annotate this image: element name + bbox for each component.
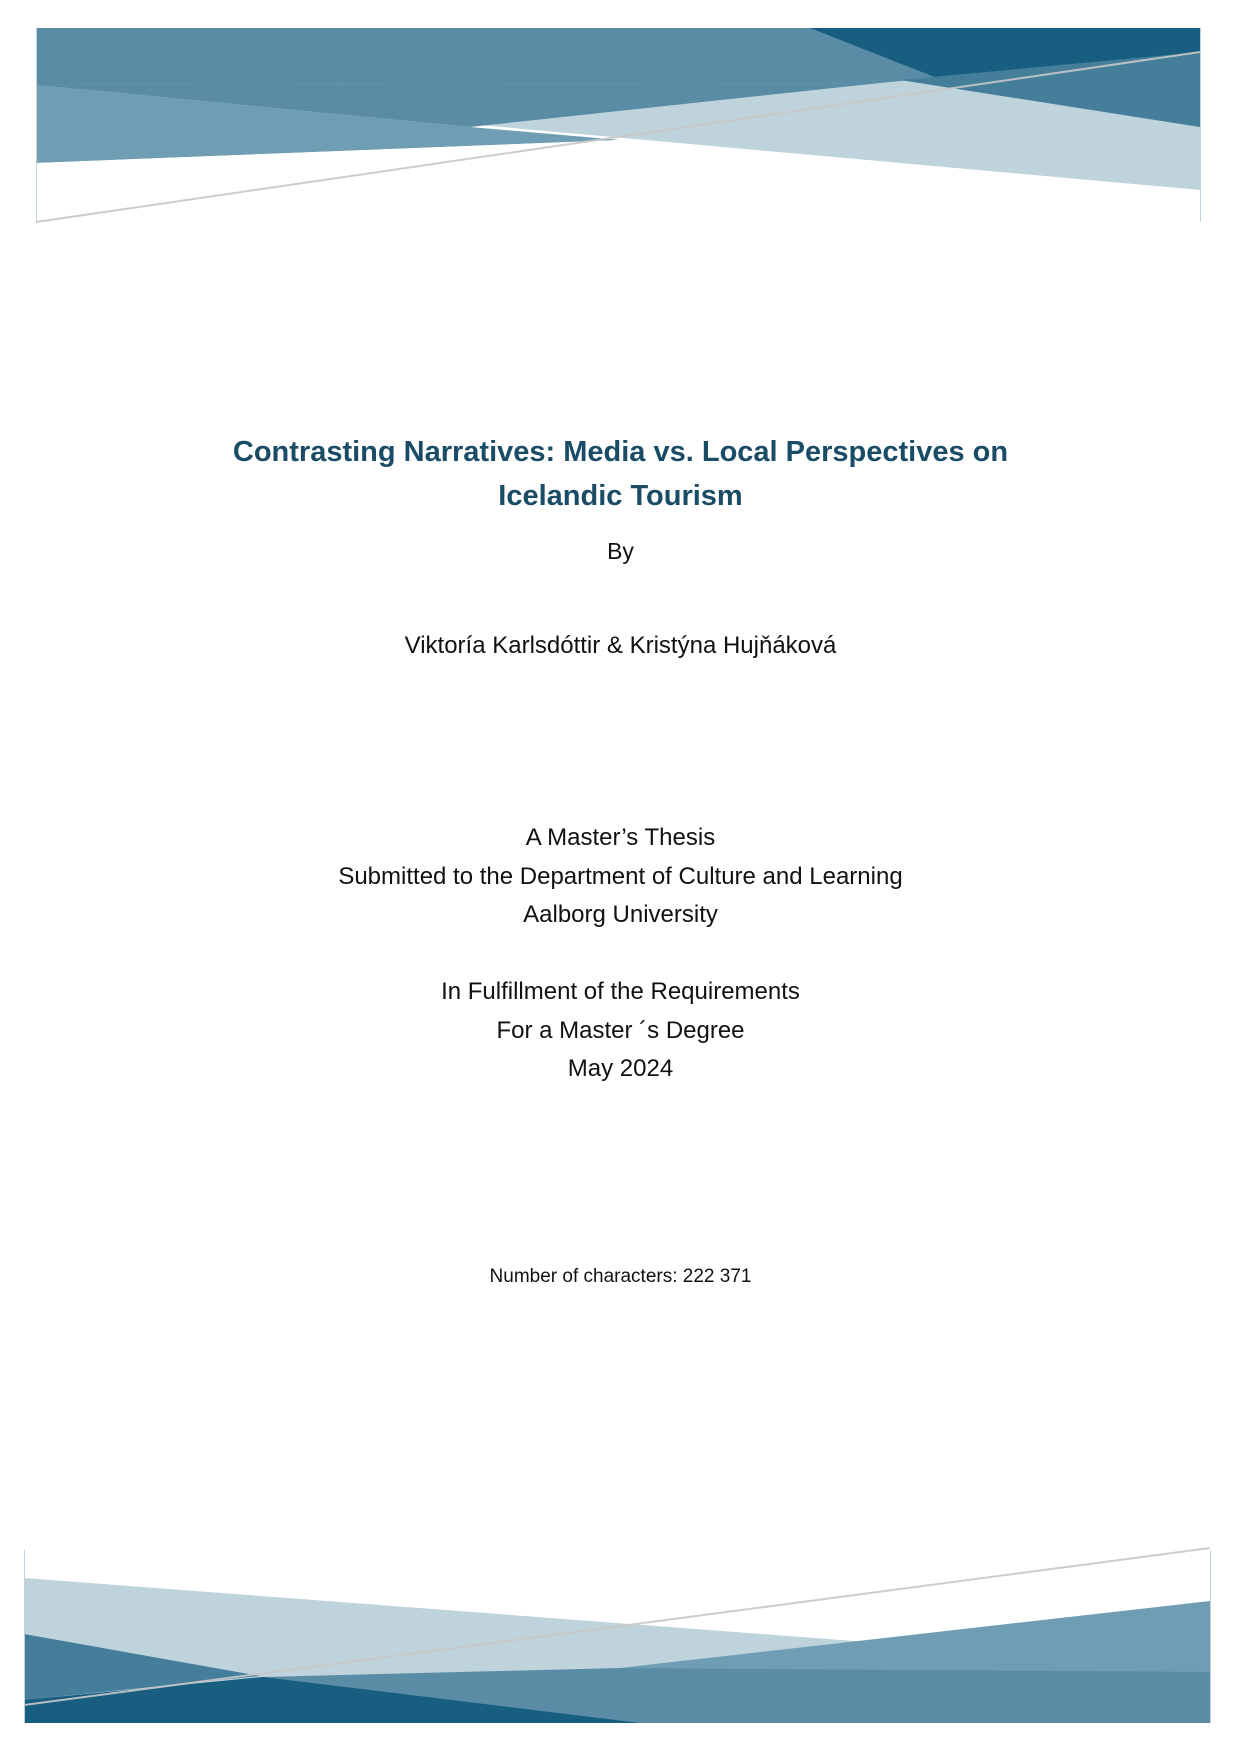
authors: Viktoría Karlsdóttir & Kristýna Hujňáková: [404, 632, 837, 659]
geometric-banner-graphic: [0, 0, 1241, 240]
thesis-title: [0, 430, 1241, 518]
fulfillment-line: In Fulfillment of the Requirements: [441, 978, 800, 1005]
fulfillment-block: [0, 973, 1241, 1089]
degree-line: For a Master ´s Degree: [496, 1016, 745, 1044]
university: Aalborg University: [523, 901, 718, 928]
thesis-info-block: [0, 819, 1241, 935]
thesis-type: A Master’s Thesis: [525, 824, 716, 851]
top-decorative-banner: [0, 0, 1241, 240]
title-line-1: Contrasting Narratives: Media vs. Local Perspectives on: [232, 436, 1009, 468]
bottom-decorative-banner: [0, 1530, 1241, 1754]
by-label: By: [607, 538, 634, 564]
department: Submitted to the Department of Culture and Learning: [338, 862, 903, 890]
title-line-2: Icelandic Tourism: [498, 480, 743, 512]
geometric-banner-graphic: [0, 1530, 1241, 1754]
submission-date: May 2024: [567, 1055, 674, 1082]
character-count: Number of characters: 222 371: [489, 1266, 752, 1287]
